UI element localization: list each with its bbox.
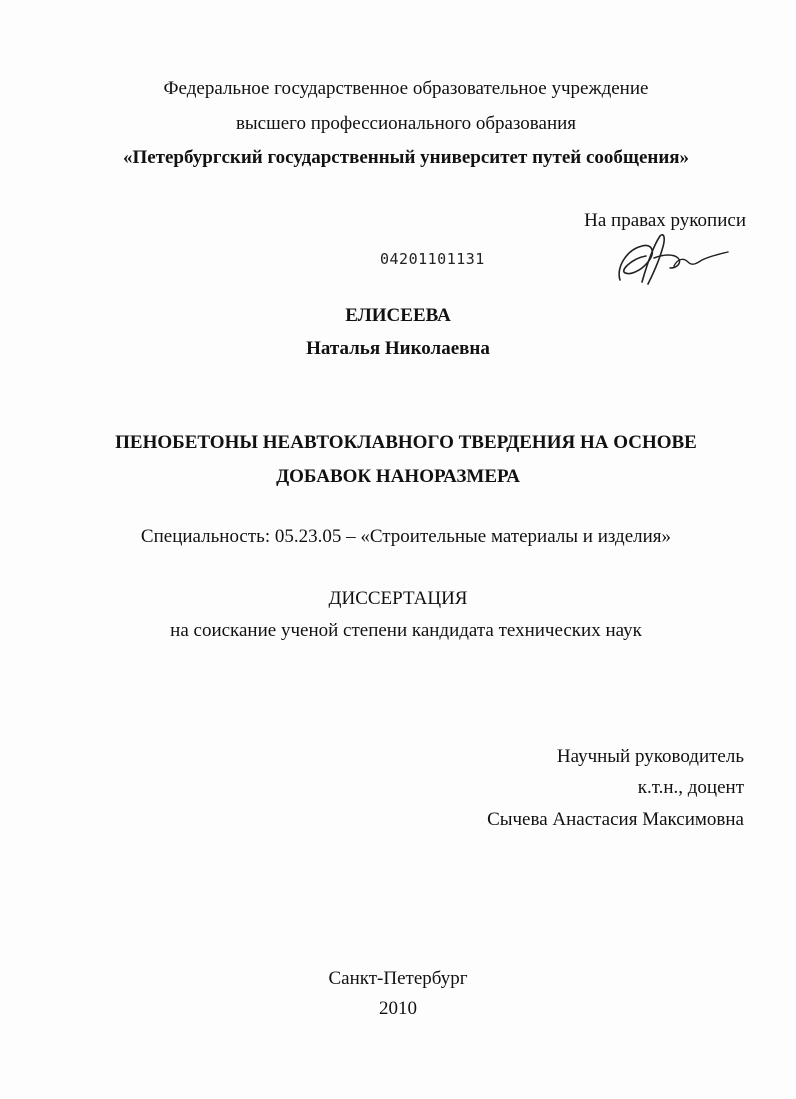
manuscript-rights-label: На правах рукописи (584, 210, 746, 231)
city: Санкт-Петербург (328, 968, 468, 989)
document-type: ДИССЕРТАЦИЯ (328, 588, 468, 609)
advisor-name: Сычева Анастасия Максимовна (487, 809, 744, 830)
institution-name: «Петербургский государственный университет путей сообщения» (122, 147, 690, 168)
institution-line-2: высшего профессионального образования (235, 113, 577, 134)
advisor-role: Научный руководитель (556, 746, 744, 767)
author-surname: ЕЛИСЕЕВА (345, 305, 451, 326)
specialty: Специальность: 05.23.05 – «Строительные материалы и изделия» (140, 526, 672, 547)
degree-description: на соискание ученой степени кандидата технических наук (170, 620, 642, 641)
thesis-title-line-2: ДОБАВОК НАНОРАЗМЕРА (276, 466, 520, 487)
thesis-title-line-1: ПЕНОБЕТОНЫ НЕАВТОКЛАВНОГО ТВЕРДЕНИЯ НА ОСНОВЕ (115, 432, 697, 453)
author-given-names: Наталья Николаевна (306, 338, 490, 359)
signature-image (612, 228, 732, 288)
institution-line-1: Федеральное государственное образовательное учреждение (163, 78, 649, 99)
year: 2010 (379, 998, 417, 1019)
advisor-title: к.т.н., доцент (637, 777, 744, 798)
inventory-number: 04201101131 (380, 250, 485, 268)
